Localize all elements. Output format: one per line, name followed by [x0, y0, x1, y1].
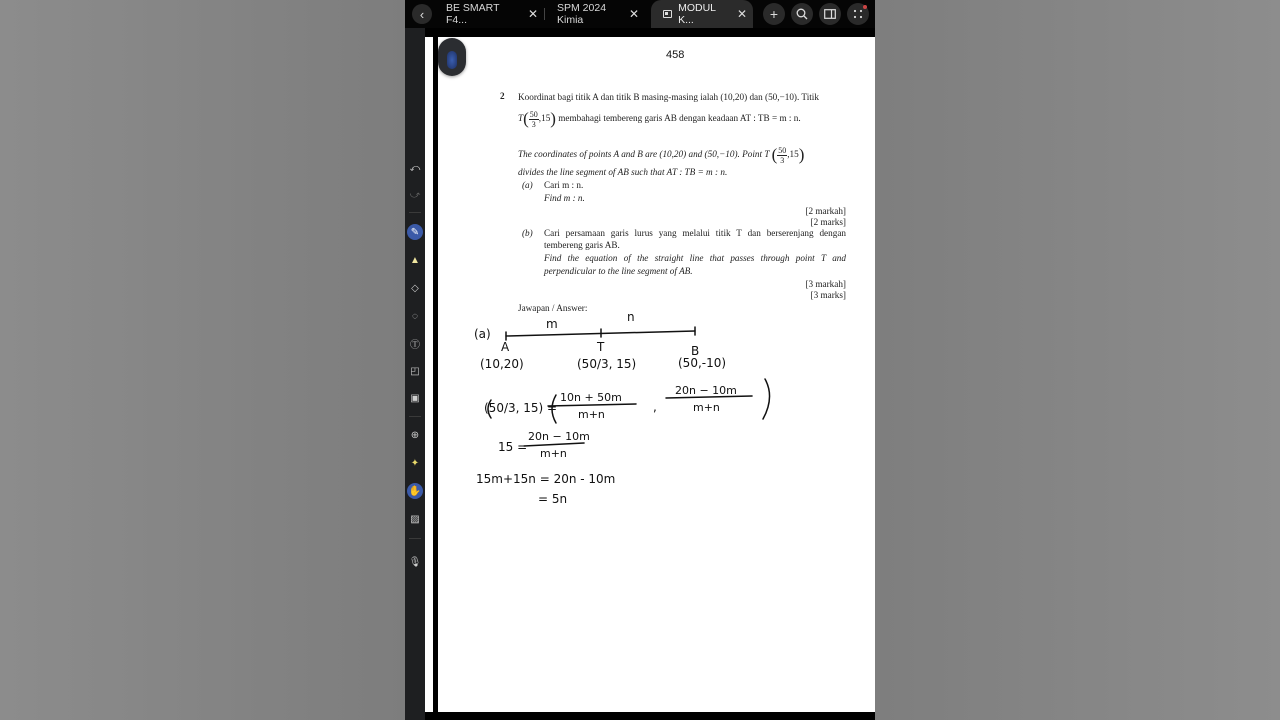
- eraser-icon[interactable]: ◇: [411, 282, 419, 294]
- svg-text:m+n: m+n: [693, 401, 720, 414]
- tab-modul-active[interactable]: [651, 0, 753, 28]
- hw-line4: = 5n: [538, 492, 568, 506]
- frac-num: 50: [529, 109, 538, 119]
- pattern-icon[interactable]: ▨: [410, 513, 420, 525]
- answer-label: Jawapan / Answer:: [518, 303, 588, 313]
- part-b-english-line2: perpendicular to the line segment of AB.: [544, 266, 693, 276]
- svg-text:m+n: m+n: [540, 447, 567, 460]
- image-icon[interactable]: ▣: [410, 392, 420, 404]
- text-box-icon[interactable]: Ⓣ: [410, 339, 420, 351]
- search-button[interactable]: [791, 3, 813, 25]
- part-b-malay-line1: Cari persamaan garis lurus yang melalui titik T dan berserenjang dengan: [544, 228, 846, 238]
- hw-lhs: (50/3, 15) =: [484, 401, 558, 415]
- part-b-label: (b): [522, 228, 533, 238]
- tab-label: BE SMART F4...: [446, 2, 500, 26]
- hw-coord-T: (50/3, 15): [577, 357, 637, 371]
- part-b-malay-line2: tembereng garis AB.: [544, 240, 620, 250]
- part-a-malay: Cari m : n.: [544, 180, 584, 190]
- question-english-line2: divides the line segment of AB such that AT : TB = m : n.: [518, 167, 728, 177]
- hw-n: n: [627, 310, 635, 324]
- hw-coord-B: (50,-10): [678, 356, 727, 370]
- finger-draw-icon[interactable]: ✋: [407, 483, 423, 499]
- english-line1-text: The coordinates of points A and B are (10,20) and (50,−10). Point T: [518, 149, 770, 160]
- redo-icon[interactable]: ⤻: [409, 189, 421, 201]
- question-english-line1: The coordinates of points A and B are (10,20) and (50,−10). Point T ( $\frac{50}{3},15$): [518, 145, 805, 165]
- question-malay-line2: T( $\frac{50}{3},15$) membahagi tembereng garis AB dengan keadaan AT : TB = m : n.: [518, 109, 801, 129]
- hw-part-label: (a): [474, 327, 491, 341]
- sidebar-icon: [824, 9, 836, 19]
- close-icon[interactable]: ✕: [736, 7, 747, 21]
- point-t-y: ,15: [787, 149, 799, 160]
- svg-text:20n − 10m: 20n − 10m: [675, 384, 737, 397]
- hw-T: T: [597, 340, 605, 354]
- close-icon[interactable]: ✕: [628, 7, 639, 21]
- question-number: 2: [500, 91, 505, 101]
- frac-num: 50: [778, 145, 787, 155]
- tab-label: MODUL K...: [678, 2, 716, 26]
- point-t-y: ,15: [538, 113, 551, 124]
- toolbar-divider: [409, 212, 421, 213]
- microphone-icon[interactable]: 🎙: [408, 556, 422, 568]
- part-b-marks-malay: [3 markah]: [805, 279, 846, 289]
- new-tab-button[interactable]: [763, 3, 785, 25]
- part-a-english: Find m : n.: [544, 193, 585, 203]
- hw-B: B: [691, 344, 700, 358]
- part-b-english-line1: Find the equation of the straight line that passes through point T and: [544, 253, 846, 263]
- hw-m: m: [546, 317, 558, 331]
- shapes-icon[interactable]: ◰: [410, 365, 420, 377]
- svg-text:m+n: m+n: [578, 408, 605, 421]
- chevron-left-icon: ‹: [419, 6, 425, 22]
- toolbar-divider: [409, 538, 421, 539]
- svg-text:20n − 10m: 20n − 10m: [528, 430, 590, 443]
- apps-icon: [853, 9, 863, 19]
- pdf-reader-app: [405, 0, 875, 720]
- document-icon: [663, 10, 672, 18]
- toolbar-divider: [409, 416, 421, 417]
- pen-icon[interactable]: ✎: [407, 224, 423, 240]
- svg-text:,: ,: [653, 400, 657, 414]
- svg-text:15 =: 15 =: [498, 440, 528, 454]
- point-t-label: T: [518, 113, 524, 124]
- malay-line2-text: membahagi tembereng garis AB dengan keadaan AT : TB = m : n.: [558, 113, 801, 124]
- lasso-icon[interactable]: ◌: [412, 310, 418, 322]
- hw-coord-A: (10,20): [480, 357, 524, 371]
- handwritten-working: [438, 37, 875, 712]
- back-button[interactable]: [412, 4, 432, 24]
- frac-den: 3: [780, 155, 785, 165]
- notification-dot: [863, 5, 867, 9]
- tab-bar: [405, 0, 875, 28]
- tab-spm-kimia[interactable]: [545, 0, 645, 28]
- sidebar-toggle-button[interactable]: [819, 3, 841, 25]
- background-left: [0, 0, 405, 720]
- page-number: 458: [666, 49, 685, 61]
- zoom-icon[interactable]: ⊕: [410, 429, 420, 441]
- apps-button[interactable]: [847, 3, 869, 25]
- frac-den: 3: [531, 119, 536, 129]
- part-a-marks-english: [2 marks]: [810, 217, 846, 227]
- part-a-marks-malay: [2 markah]: [805, 206, 846, 216]
- document-page[interactable]: [438, 37, 875, 712]
- part-b-marks-english: [3 marks]: [810, 290, 846, 300]
- undo-icon[interactable]: ⤺: [409, 162, 421, 174]
- hw-line3: 15m+15n = 20n - 10m: [476, 472, 616, 486]
- laser-pointer-icon[interactable]: ✦: [410, 457, 420, 469]
- background-right: [875, 0, 1280, 720]
- question-malay-line1: Koordinat bagi titik A dan titik B masing-masing ialah (10,20) dan (50,−10). Titik: [518, 92, 819, 102]
- svg-text:10n + 50m: 10n + 50m: [560, 391, 622, 404]
- annotation-toolbar: [405, 28, 425, 720]
- tab-label: SPM 2024 Kimia: [557, 2, 607, 26]
- highlighter-icon[interactable]: ▲: [410, 254, 420, 266]
- page-margin: [425, 37, 433, 712]
- search-icon: [796, 8, 808, 20]
- part-a-label: (a): [522, 180, 533, 190]
- tab-be-smart[interactable]: [440, 0, 544, 28]
- hw-A: A: [501, 340, 510, 354]
- close-icon[interactable]: ✕: [527, 7, 538, 21]
- plus-icon: +: [769, 6, 779, 22]
- page-bottom-edge: [425, 712, 875, 720]
